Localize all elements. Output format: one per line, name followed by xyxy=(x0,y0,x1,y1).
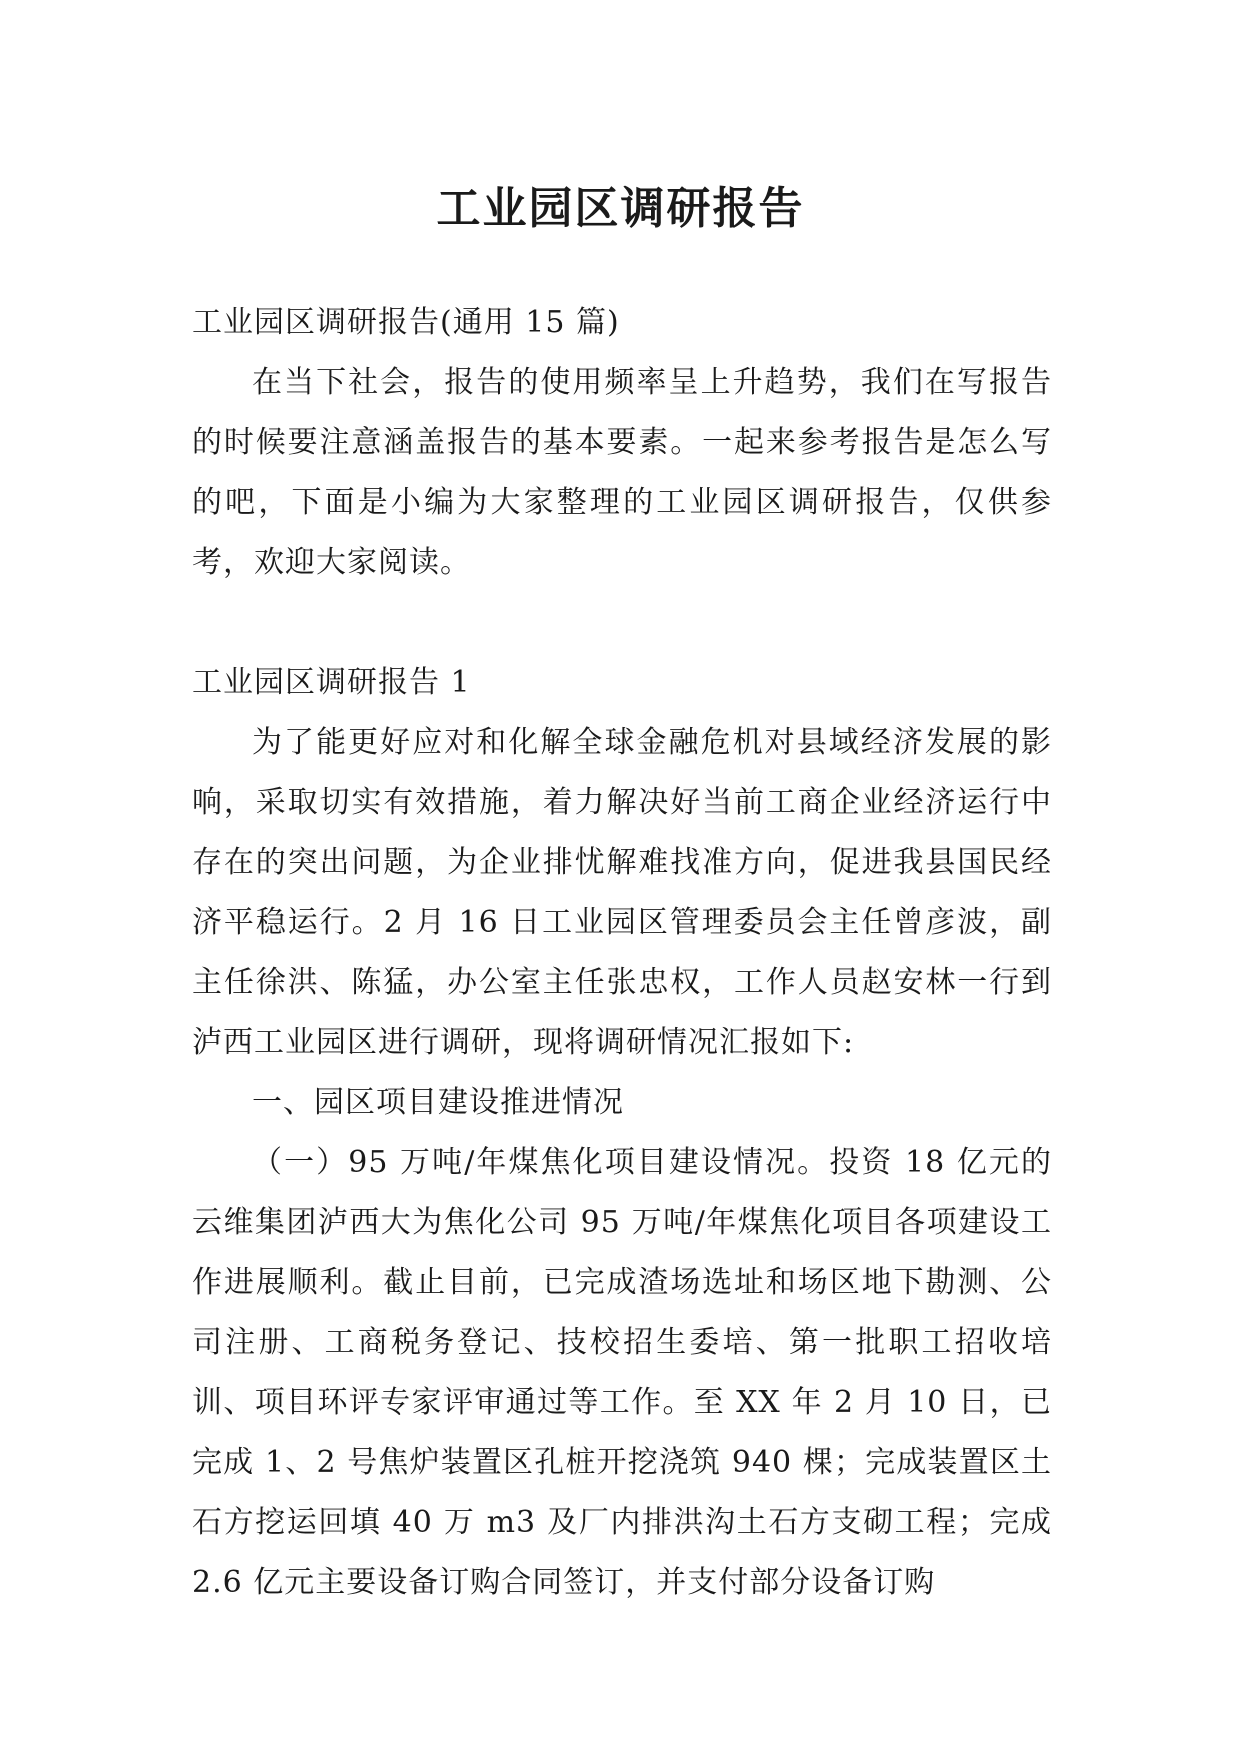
intro-paragraph: 在当下社会，报告的使用频率呈上升趋势，我们在写报告的时候要注意涵盖报告的基本要素。一起来参考报告是怎么写的吧，下面是小编为大家整理的工业园区调研报告，仅供参考，欢迎大家阅读。 xyxy=(192,365,1052,580)
item-heading: 一、园区项目建设推进情况 xyxy=(252,1085,624,1120)
document-subtitle: 工业园区调研报告(通用 15 篇) xyxy=(192,305,620,340)
section-heading: 工业园区调研报告 1 xyxy=(192,665,471,700)
paragraph-gap xyxy=(192,593,1052,653)
body-paragraph: （一）95 万吨/年煤焦化项目建设情况。投资 18 亿元的云维集团泸西大为焦化公司 95 万吨/年煤焦化项目各项建设工作进展顺利。截止目前，已完成渣场选址和场区地下勘测、公司注册、工商税务登记、技校招生委培、第一批职工招收培训、项目环评专家评审通过等工作。至 XX 年 2 月 10 日，已完成 1、2 号焦炉装置区孔桩开挖浇筑 940 棵；完成装置区土石方挖运回填 40 万 m3 及厂内排洪沟土石方支砌工程；完成 2.6 亿元主要设备订购合同签订，并支付部分设备订购 xyxy=(192,1145,1052,1600)
document-title: 工业园区调研报告 xyxy=(436,183,805,235)
document-body xyxy=(192,293,1052,1613)
body-paragraph: 为了能更好应对和化解全球金融危机对县域经济发展的影响，采取切实有效措施，着力解决好当前工商企业经济运行中存在的突出问题，为企业排忧解难找准方向，促进我县国民经济平稳运行。2 月 16 日工业园区管理委员会主任曾彦波，副主任徐洪、陈猛，办公室主任张忠权，工作人员赵安林一行到泸西工业园区进行调研，现将调研情况汇报如下: xyxy=(192,725,1052,1060)
